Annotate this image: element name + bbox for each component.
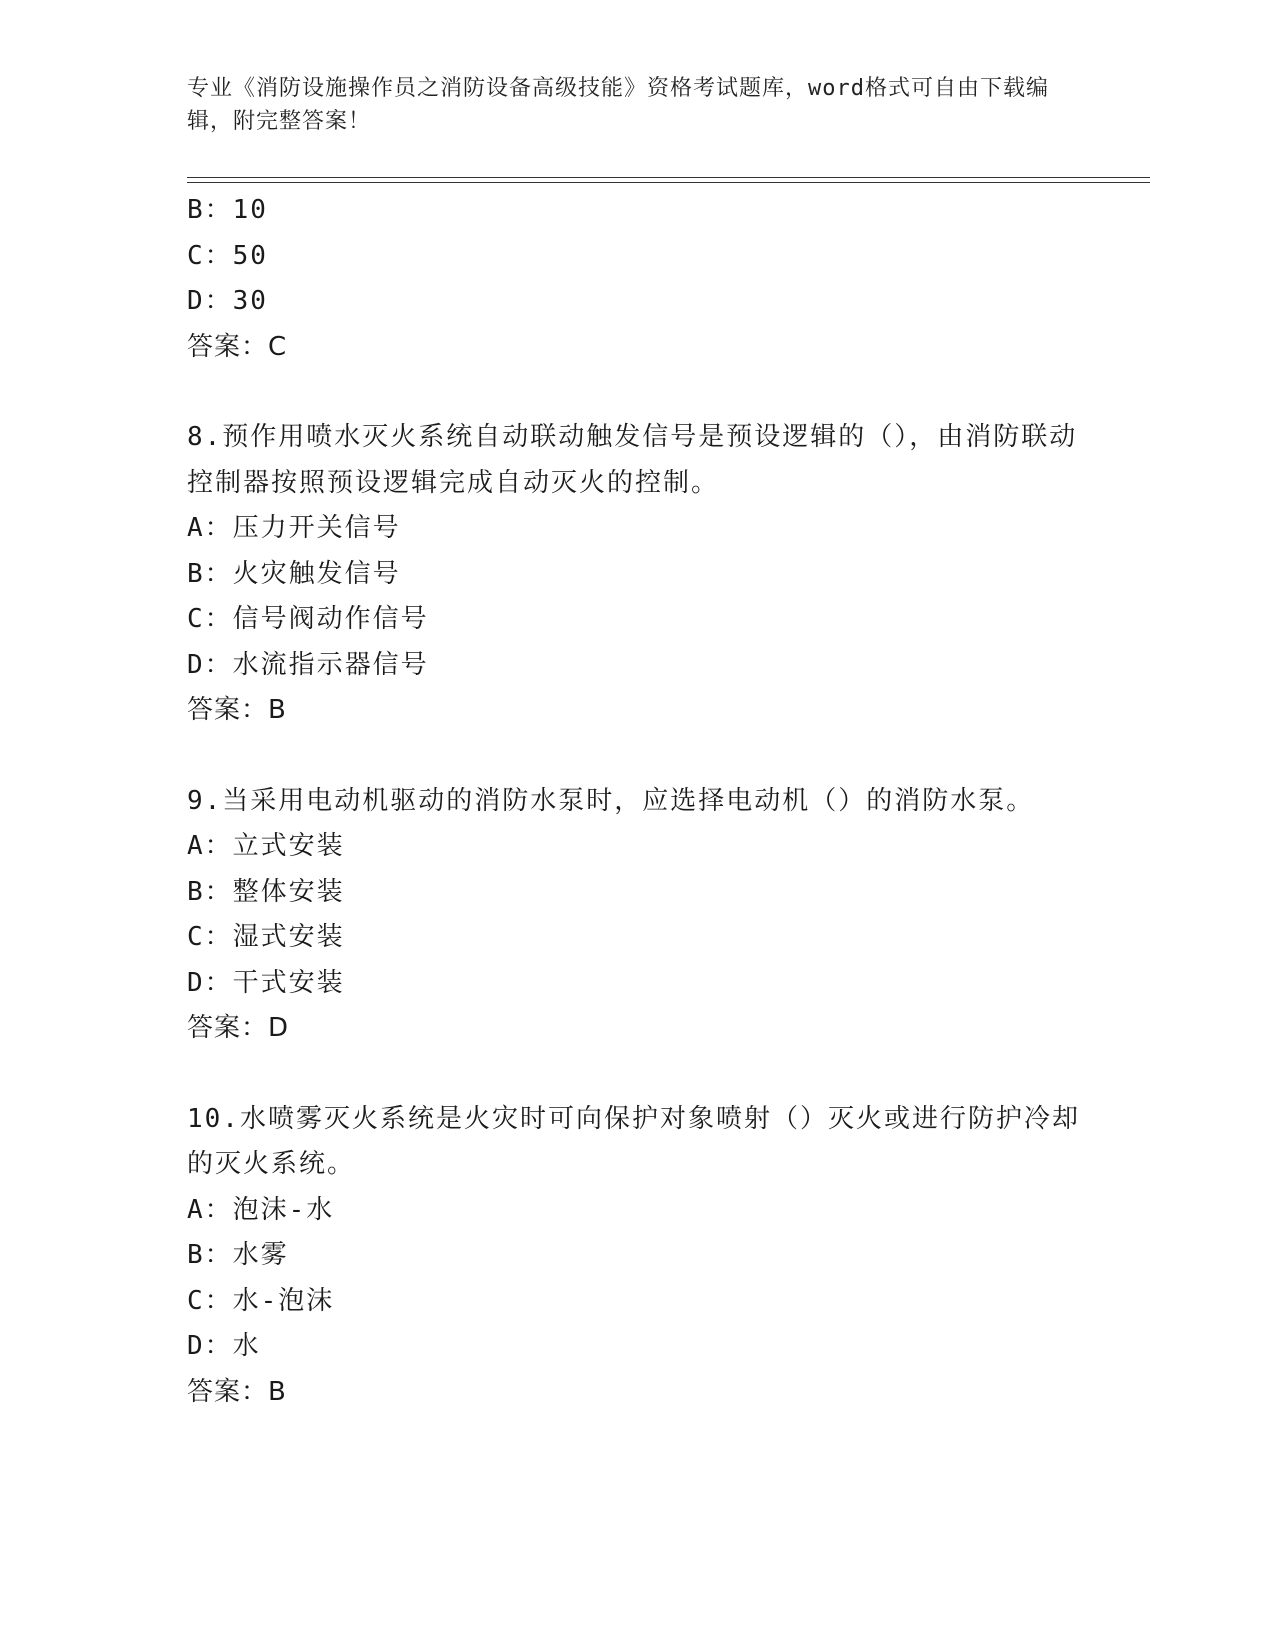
option-a [187,506,1087,552]
option-text: 压力开关信号 [232,513,401,543]
option-b [187,188,1087,234]
option-label: D： [187,1331,233,1361]
answer-line: 答案：C [187,331,288,362]
option-text: 信号阀动作信号 [232,604,429,634]
option-text: 火灾触发信号 [232,558,401,589]
option-d [187,1324,1087,1370]
header-rule-bottom [187,182,1150,183]
option-text: 整体安装 [232,876,345,907]
option-text: 立式安装 [232,831,345,861]
option-d [187,279,1087,325]
option-c [187,234,1087,280]
option-label: B： [187,558,233,589]
option-text: 湿式安装 [232,922,345,952]
option-label: A： [187,831,233,861]
option-label: C： [187,922,233,952]
document-header: 专业《消防设施操作员之消防设备高级技能》资格考试题库，word格式可自由下载编辑，附完整答案！ [187,76,1049,134]
option-a [187,824,1087,870]
option-text: 泡沫-水 [232,1194,335,1225]
answer-line: 答案：B [187,1376,287,1407]
answer-line: 答案：D [187,1013,290,1043]
option-text: 水流指示器信号 [232,649,429,680]
option-b [187,552,1087,598]
option-d [187,961,1087,1007]
option-d [187,643,1087,689]
option-c [187,597,1087,643]
question-10 [187,1097,1087,1416]
question-text: 9.当采用电动机驱动的消防水泵时，应选择电动机（）的消防水泵。 [187,785,1035,816]
option-b [187,1233,1087,1279]
option-text: 干式安装 [232,967,345,998]
option-text: 水 [232,1331,261,1361]
option-label: C： [187,1285,233,1316]
option-c [187,915,1087,961]
question-8 [187,415,1087,734]
option-text: 30 [232,286,268,316]
question-continued [187,188,1087,370]
option-label: A： [187,1194,233,1225]
option-label: D： [187,967,233,998]
question-text: 8.预作用喷水灭火系统自动联动触发信号是预设逻辑的（），由消防联动控制器按照预设逻辑完成自动灭火的控制。 [187,422,1078,498]
option-b [187,870,1087,916]
question-text: 10.水喷雾灭火系统是火灾时可向保护对象喷射（）灭火或进行防护冷却的灭火系统。 [187,1103,1080,1179]
option-label: C： [187,240,233,271]
header-rule-top [187,177,1150,178]
option-a [187,1188,1087,1234]
option-label: B： [187,1240,233,1270]
option-label: A： [187,513,233,543]
option-text: 水雾 [232,1240,289,1270]
option-text: 10 [232,195,268,225]
option-label: B： [187,195,233,225]
question-list [187,188,1087,1415]
option-text: 50 [232,240,268,271]
answer-line: 答案：B [187,695,287,725]
option-text: 水-泡沫 [232,1285,335,1316]
question-9 [187,779,1087,1052]
option-label: C： [187,604,233,634]
option-label: B： [187,876,233,907]
option-label: D： [187,649,233,680]
option-c [187,1279,1087,1325]
option-label: D： [187,286,233,316]
